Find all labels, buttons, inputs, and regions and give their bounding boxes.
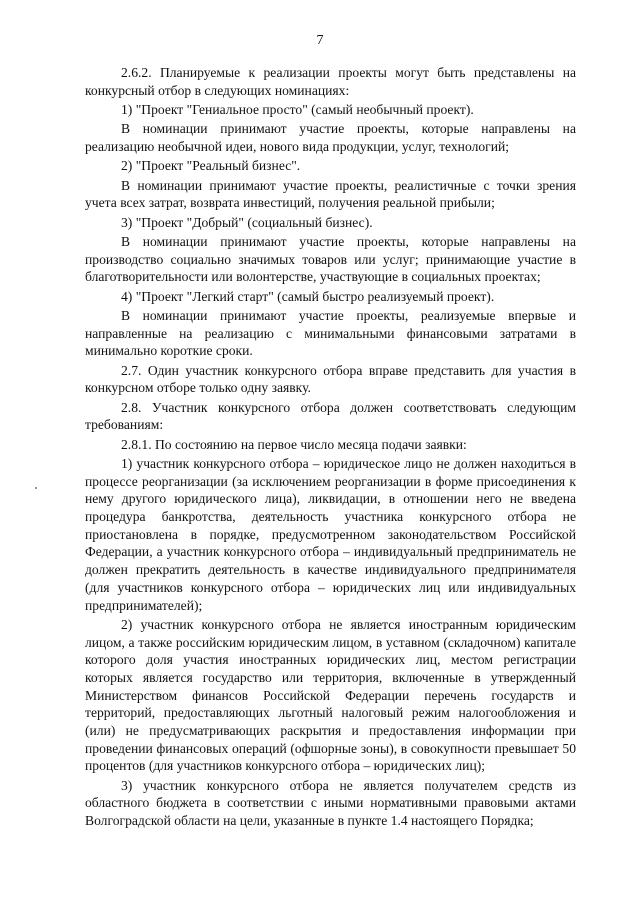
- requirement-1: 1) участник конкурсного отбора – юридическое лицо не должен находиться в процессе реорганизации (за исключением реорганизации в форме присоединения к нему другого юридического лица), ликвидации, в отношении него не введена процедура банкротства, деятельность участника конкурсного отбора не приостановлена в порядке, предусмотренном законодательством Российской Федерации, а участник конкурсного отбора – индивидуальный предприниматель не должен прекратить деятельность в качестве индивидуального предпринимателя (для участников конкурсного отбора – юридических лиц или индивидуальных предпринимателей);: [85, 455, 576, 613]
- nomination-2-description: В номинации принимают участие проекты, реалистичные с точки зрения учета всех затрат, возврата инвестиций, получения реальной прибыли;: [85, 177, 576, 211]
- nomination-1-description: В номинации принимают участие проекты, которые направлены на реализацию необычной идеи, нового вида продукции, услуг, технологий;: [85, 121, 576, 154]
- paragraph-2-8: 2.8. Участник конкурсного отбора должен соответствовать следующим требованиям:: [85, 399, 576, 433]
- requirement-3: 3) участник конкурсного отбора не является получателем средств из областного бюджета в соответствии с иными нормативными правовыми актами Волгоградской области на цели, указанные в пункте 1.4 настоящего Порядка;: [85, 777, 576, 829]
- paragraph-2-6-2: 2.6.2. Планируемые к реализации проекты могут быть представлены на конкурсный отбор в следующих номинациях:: [85, 65, 576, 98]
- nomination-3-description: В номинации принимают участие проекты, которые направлены на производство социально значимых товаров или услуг; принимающие участие в благотворительности или волонтерстве, участвующие в социальных проектах;: [85, 233, 576, 285]
- nomination-4-description: В номинации принимают участие проекты, реализуемые впервые и направленные на реализацию с минимальными финансовыми затратами в минимально короткие сроки.: [85, 307, 576, 359]
- margin-mark: [35, 487, 37, 489]
- nomination-2-title: 2) "Проект "Реальный бизнес".: [121, 158, 301, 174]
- paragraph-2-7: 2.7. Один участник конкурсного отбора вправе представить для участия в конкурсном отборе только одну заявку.: [85, 362, 576, 396]
- requirement-2: 2) участник конкурсного отбора не является иностранным юридическим лицом, а также российским юридическим лицом, в уставном (складочном) капитале которого доля участия иностранных юридических лиц, местом регистрации которых является государство или территория, включенные в утвержденный Министерством финансов Российской Федерации перечень государств и территорий, предоставляющих льготный налоговый режим налогообложения и (или) не предусматривающих раскрытия и предоставления информации при проведении финансовых операций (офшорные зоны), в совокупности превышает 50 процентов (для участников конкурсного отбора – юридических лиц);: [85, 616, 576, 774]
- nomination-3-title: 3) "Проект "Добрый" (социальный бизнес).: [121, 214, 373, 230]
- nomination-4-title: 4) "Проект "Легкий старт" (самый быстро реализуемый проект).: [121, 288, 495, 304]
- document-body: [85, 64, 576, 831]
- page-number: 7: [316, 33, 324, 48]
- nomination-1-title: 1) "Проект "Гениальное просто" (самый необычный проект).: [121, 102, 474, 117]
- paragraph-2-8-1: 2.8.1. По состоянию на первое число месяца подачи заявки:: [121, 436, 467, 452]
